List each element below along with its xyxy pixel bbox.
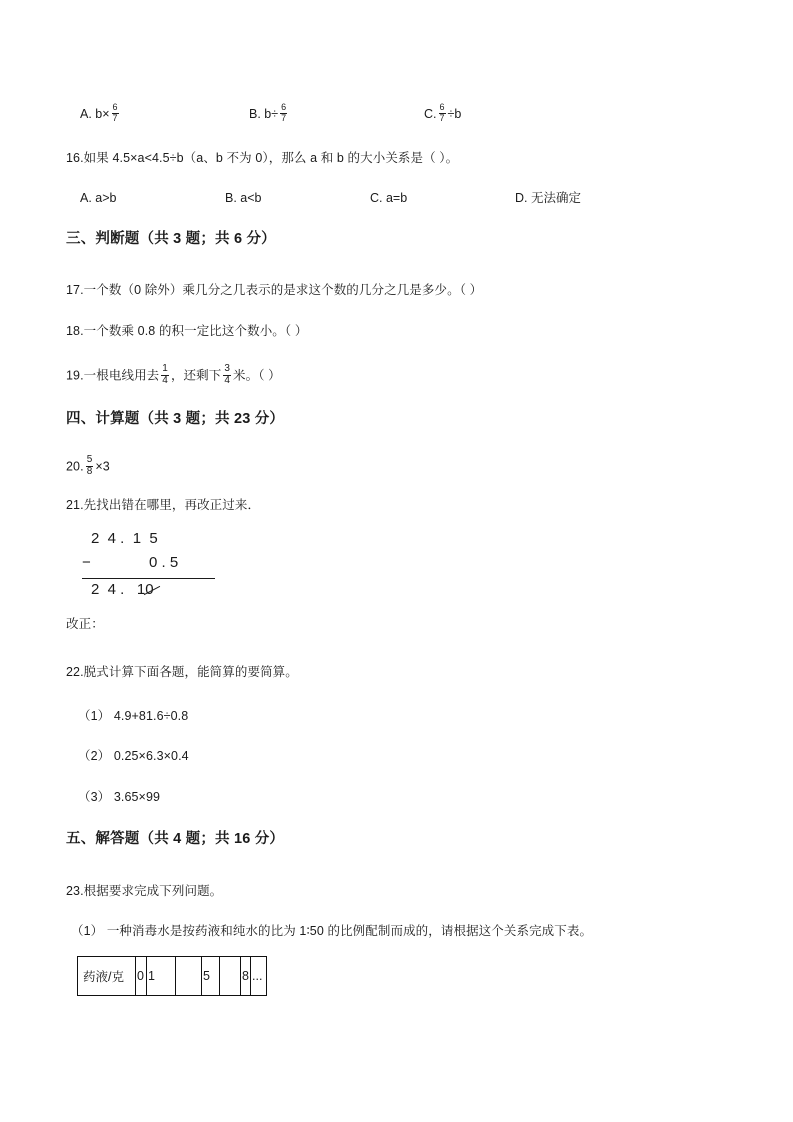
q21-result-struck-digit: 0 <box>145 581 154 598</box>
fraction-denominator: 4 <box>224 374 231 386</box>
section-4-heading: 四、计算题（共 3 题；共 23 分） <box>66 411 285 427</box>
question-18-text: 18.一个数乘 0.8 的积一定比这个数小。（ ） <box>66 324 308 338</box>
table-cell-5[interactable]: 8 <box>241 957 251 996</box>
q21-subtrahend: 0 . 5 <box>149 554 179 571</box>
q15-option-b-fraction <box>280 103 287 123</box>
fraction-numerator: 5 <box>86 454 93 465</box>
question-21-text: 21.先找出错在哪里，再改正过来． <box>66 498 261 512</box>
q15-option-b-label: B. b÷ <box>249 106 279 121</box>
q21-correction-label: 改正： <box>66 617 104 631</box>
q19-fraction-1 <box>161 364 169 386</box>
table-cell-3[interactable]: 5 <box>202 957 220 996</box>
fraction-numerator: 6 <box>439 102 445 112</box>
fraction-denominator: 4 <box>162 374 168 386</box>
q23-sub-question-1: （1） 一种消毒水是按药液和纯水的比为 1∶50 的比例配制而成的，请根据这个关系完成下表。 <box>71 924 593 938</box>
table-cell-1[interactable]: 1 <box>147 957 176 996</box>
minus-operator: − <box>82 554 91 571</box>
table-row <box>78 957 267 996</box>
fraction-denominator: 7 <box>281 112 287 123</box>
q19-suffix: 米。（ ） <box>233 368 281 383</box>
q15-option-c-label: C. <box>424 106 437 121</box>
q22-item-3: （3） 3.65×99 <box>78 790 161 804</box>
fraction-denominator: 7 <box>112 112 118 123</box>
q23-ratio-table[interactable] <box>77 956 267 996</box>
q20-prefix: 20. <box>66 459 84 474</box>
q19-fraction-2 <box>223 364 231 386</box>
q16-option-b: B. a<b <box>225 191 262 205</box>
q15-option-b <box>249 104 289 124</box>
fraction-denominator: 8 <box>86 465 93 477</box>
question-19-text <box>66 365 281 387</box>
q22-item-2: （2） 0.25×6.3×0.4 <box>78 749 189 763</box>
q16-option-c: C. a=b <box>370 191 408 205</box>
q16-option-d: D. 无法确定 <box>515 191 581 205</box>
q15-option-c-fraction <box>439 103 446 123</box>
fraction-numerator: 3 <box>224 363 231 374</box>
question-23-text: 23.根据要求完成下列问题。 <box>66 884 223 898</box>
q16-option-a: A. a>b <box>80 191 117 205</box>
question-17-text: 17.一个数（0 除外）乘几分之几表示的是求这个数的几分之几是多少。（ ） <box>66 283 483 297</box>
q15-option-c <box>424 104 461 124</box>
question-20-text <box>66 456 110 478</box>
question-22-text: 22.脱式计算下面各题，能简算的要简算。 <box>66 665 298 679</box>
fraction-denominator: 7 <box>439 112 445 123</box>
q21-minuend: 2 4 . 1 5 <box>91 530 158 547</box>
table-cell-6[interactable]: ... <box>251 957 267 996</box>
q21-result-prefix: 2 4 . 1 <box>91 581 146 598</box>
q15-option-a-label: A. b× <box>80 106 110 121</box>
q21-result-row <box>86 578 236 605</box>
question-16-text: 16.如果 4.5×a<4.5÷b（a、b 不为 0），那么 a 和 b 的大小关系是（ ）。 <box>66 151 459 165</box>
table-row-label: 药液/克 <box>78 957 136 996</box>
q19-middle: ，还剩下 <box>170 368 222 383</box>
fraction-numerator: 6 <box>281 102 287 112</box>
q22-item-1: （1） 4.9+81.6÷0.8 <box>78 709 189 723</box>
table-cell-0[interactable]: 0 <box>136 957 147 996</box>
table-cell-4[interactable] <box>220 957 241 996</box>
section-5-heading: 五、解答题（共 4 题；共 16 分） <box>66 831 285 847</box>
q15-option-c-suffix: ÷b <box>447 106 462 121</box>
section-3-heading: 三、判断题（共 3 题；共 6 分） <box>66 231 276 247</box>
q20-suffix: ×3 <box>95 459 110 474</box>
q19-prefix: 19.一根电线用去 <box>66 368 160 383</box>
q21-subtraction-row <box>82 554 236 578</box>
fraction-numerator: 1 <box>162 363 168 374</box>
q20-fraction <box>86 455 94 477</box>
q15-option-a-fraction <box>112 103 119 123</box>
q21-vertical-calculation <box>82 530 236 605</box>
q15-option-a <box>80 104 121 124</box>
table-cell-2[interactable] <box>176 957 202 996</box>
fraction-numerator: 6 <box>112 102 118 112</box>
